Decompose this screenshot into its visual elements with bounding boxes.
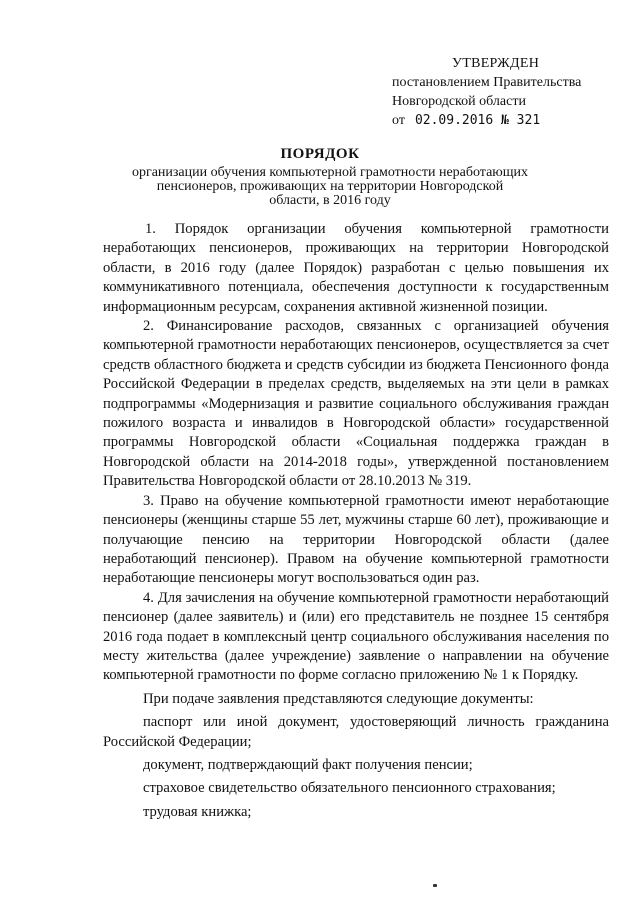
document-body	[103, 220, 609, 822]
document-item-pension-proof: документ, подтверждающий факт получения пенсии;	[143, 756, 473, 773]
paragraph-3: 3. Право на обучение компьютерной грамотности имеют неработающие пенсионеры (женщины старше 55 лет, мужчины старше 60 лет), проживающие и получающие пенсию на территории Новгородской области (далее неработающий пенсионер). Правом на обучение компьютерной грамотности неработающие пенсионеры могут воспользоваться один раз.	[103, 492, 609, 587]
approval-stamp	[392, 54, 581, 130]
approval-line-decree: постановлением Правительства	[392, 75, 582, 90]
document-subtitle: организации обучения компьютерной грамотности неработающих пенсионеров, проживающих на территории Новгородской области, в 2016 году	[131, 165, 529, 208]
handwritten-date-number: 02.09.2016 № 321	[414, 113, 541, 128]
date-prefix: от	[392, 113, 405, 128]
documents-intro: При подаче заявления представляются следующие документы:	[143, 690, 534, 707]
document-item-insurance-certificate: страховое свидетельство обязательного пенсионного страхования;	[143, 780, 556, 797]
paragraph-4: 4. Для зачисления на обучение компьютерной грамотности неработающий пенсионер (далее заявитель) и (или) его представитель не позднее 15 сентября 2016 года подает в комплексный центр социального обслуживания населения по месту жительства (далее учреждение) заявление о направлении на обучение компьютерной грамотности по форме согласно приложению № 1 к Порядку.	[103, 589, 609, 684]
paragraph-1: 1. Порядок организации обучения компьютерной грамотности неработающих пенсионеров, проживающих на территории Новгородской области, в 2016 году (далее Порядок) разработан с целью повышения их коммуникативного потенциала, обеспечения доступности к государственным информационным ресурсам, сохранения активной жизненной позиции.	[103, 221, 609, 315]
paragraph-2: 2. Финансирование расходов, связанных с организацией обучения компьютерной грамотности неработающих пенсионеров, осуществляется за счет средств областного бюджета и средств субсидии из бюджета Пенсионного фонда Российской Федерации в пределах средств, выделяемых на эти цели в рамках подпрограммы «Модернизация и развитие социального обслуживания граждан пожилого возраста и инвалидов в Новгородской области» государственной программы Новгородской области «Социальная поддержка граждан в Новгородской области на 2014-2018 годы», утвержденной постановлением Правительства Новгородской области от 28.10.2013 № 319.	[103, 318, 609, 490]
document-item-passport: паспорт или иной документ, удостоверяющий личность гражданина Российской Федерации;	[103, 714, 609, 750]
approval-line-region: Новгородской области	[392, 94, 526, 109]
document-title: ПОРЯДОК	[280, 146, 360, 162]
document-item-work-book: трудовая книжка;	[143, 803, 252, 820]
approved-heading: УТВЕРЖДЕН	[452, 56, 540, 71]
scan-speck	[433, 884, 437, 887]
approval-date-line	[392, 111, 581, 130]
